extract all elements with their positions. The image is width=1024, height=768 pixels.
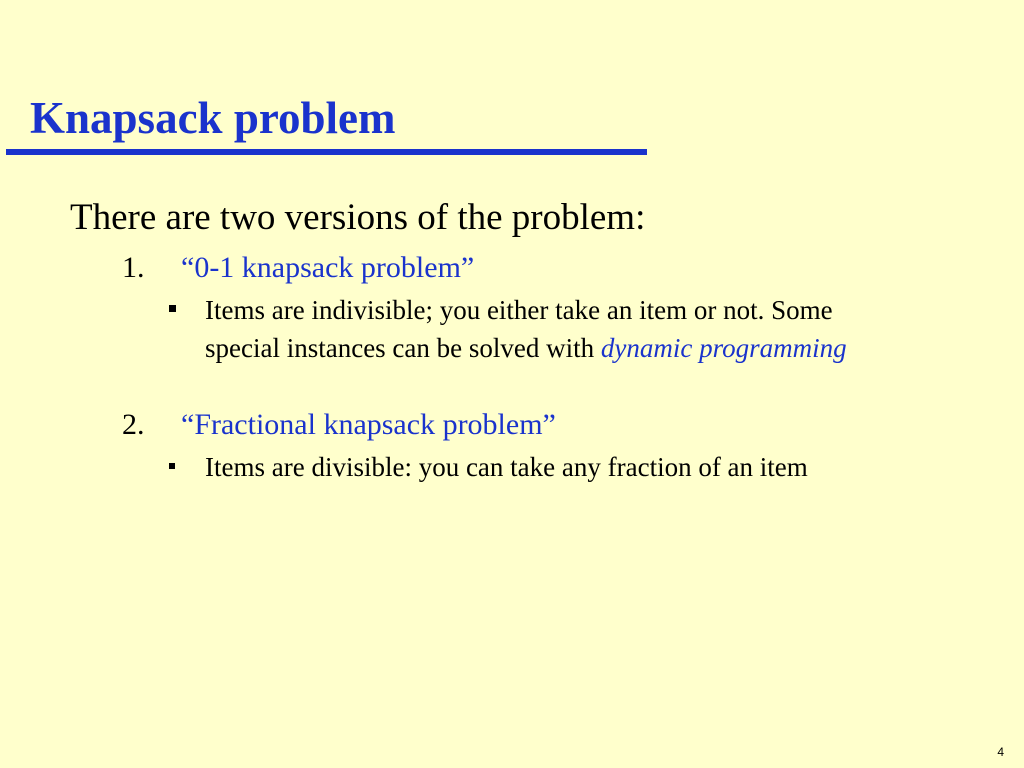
item-title-2: “Fractional knapsack problem” (181, 408, 556, 441)
item-number-1: 1. (122, 251, 145, 284)
item-bullet-text-2: Items are divisible: you can take any fraction of an item (205, 452, 808, 482)
emphasis-dynamic-programming: dynamic programming (600, 333, 847, 363)
square-bullet-icon (169, 463, 175, 469)
item-title-1: “0-1 knapsack problem” (181, 251, 475, 284)
item-number-2: 2. (122, 408, 145, 441)
title-underline (6, 149, 647, 155)
item-bullet-text-1 (205, 291, 975, 367)
slide-title: Knapsack problem (30, 93, 396, 143)
bullet-line-2: special instances can be solved with (205, 333, 601, 363)
square-bullet-icon (169, 305, 176, 312)
bullet-line-1: Items are indivisible; you either take an item or not. Some (205, 295, 833, 325)
page-number: 4 (997, 745, 1004, 759)
intro-text: There are two versions of the problem: (70, 197, 646, 238)
